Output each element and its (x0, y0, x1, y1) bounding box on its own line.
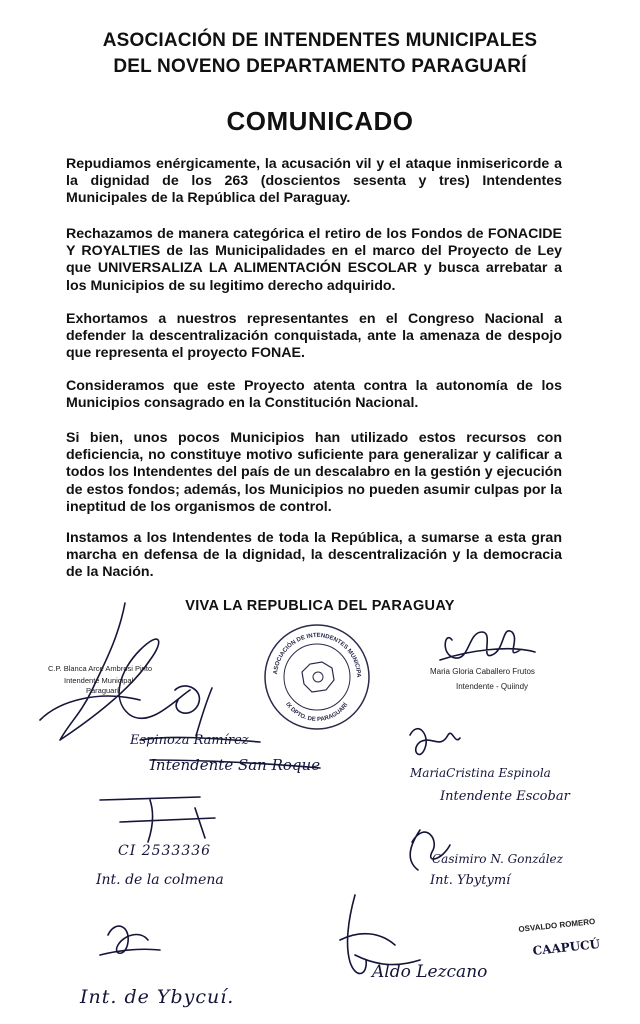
signature-ci-number: CI 2533336 (118, 843, 212, 859)
svg-text:IX DPTO. DE PARAGUARÍ (284, 701, 349, 723)
signature-ybycui-stroke (100, 926, 160, 955)
paragraph-repudiation: Repudiamos enérgicamente, la acusación vil y el ataque inmisericorde a la dignidad de los 263 (doscientos sesenta y tres) Intendentes Municipales de la República del Paraguay. (66, 156, 562, 207)
signature-paraguari-role: Intendente Municipal (64, 676, 134, 685)
signature-ybytymi-name: Casimiro N. González (432, 852, 563, 866)
signature-caapucu-city: CAAPUCÚ (532, 936, 601, 958)
signature-escobar-name: MariaCristina Espinola (410, 766, 551, 780)
organization-name-line1: ASOCIACIÓN DE INTENDENTES MUNICIPALES (102, 30, 538, 51)
paragraph-rejection: Rechazamos de manera categórica el retiro de los Fondos de FONACIDE Y ROYALTIES de las Municipalidades en el marco del Proyecto de Ley que UNIVERSALIZA LA ALIMENTACIÓN ESCOLAR y busca arrebatar a los Municipios de su legitimo derecho adquirido. (66, 226, 562, 294)
closing-slogan: VIVA LA REPUBLICA DEL PARAGUAY (185, 598, 455, 614)
document-title: COMUNICADO (226, 106, 414, 136)
signature-ci-stroke (100, 797, 215, 842)
signature-paraguari-name: C.P. Blanca Arce Ambrosi Pinto (48, 664, 153, 673)
signature-escobar-role: Intendente Escobar (440, 789, 570, 804)
seal-ring-top: ASOCIACIÓN DE INTENDENTES MUNICIPA (273, 632, 362, 678)
paragraph-deficiency: Si bien, unos pocos Municipios han utilizado estos recursos con deficiencia, no constituye motivo suficiente para generalizar y calificar a todos los Intendentes del país de un descalabro en la gestión y ejecución de estos fondos; además, los Municipios no pueden asumir culpas por la ineptitud de los organismos de control. (66, 430, 562, 515)
paragraph-exhortation: Exhortamos a nuestros representantes en el Congreso Nacional a defender la descentralización conquistada, ante la amenaza de despojo que representa el proyecto FONAE. (66, 311, 562, 362)
organization-name-line2: DEL NOVENO DEPARTAMENTO PARAGUARÍ (113, 56, 527, 77)
signature-escobar-stroke (410, 729, 460, 755)
paragraph-call-to-march: Instamos a los Intendentes de toda la República, a sumarse a esta gran marcha en defensa de la dignidad, la descentralización y la democracia de la Nación. (66, 530, 562, 581)
signature-colmena: Int. de la colmena (96, 872, 224, 888)
signature-quiindy-stroke (440, 631, 535, 660)
signature-sanroque-role: Intendente San Roque (150, 756, 321, 774)
association-seal (262, 622, 372, 732)
signature-caapucu-name: OSVALDO ROMERO (518, 916, 596, 934)
signature-quiindy-role: Intendente - Quiindy (456, 682, 529, 691)
signature-paraguari-city: Paraguarí (86, 686, 119, 695)
signature-quiindy-name: Maria Gloria Caballero Frutos (430, 667, 535, 676)
seal-ring-bottom: IX DPTO. DE PARAGUARÍ (284, 701, 350, 724)
signature-ybycui: Int. de Ybycuí. (80, 986, 235, 1008)
svg-text:ASOCIACIÓN DE INTENDENTES MUNI (262, 622, 361, 678)
signature-sanroque-name: Espinoza Ramírez (130, 733, 249, 748)
paragraph-autonomy: Consideramos que este Proyecto atenta contra la autonomía de los Municipios consagrado en la Constitución Nacional. (66, 378, 562, 412)
signature-ybytymi-role: Int. Ybytymí (430, 873, 511, 888)
signature-aldo: Aldo Lezcano (372, 962, 488, 982)
